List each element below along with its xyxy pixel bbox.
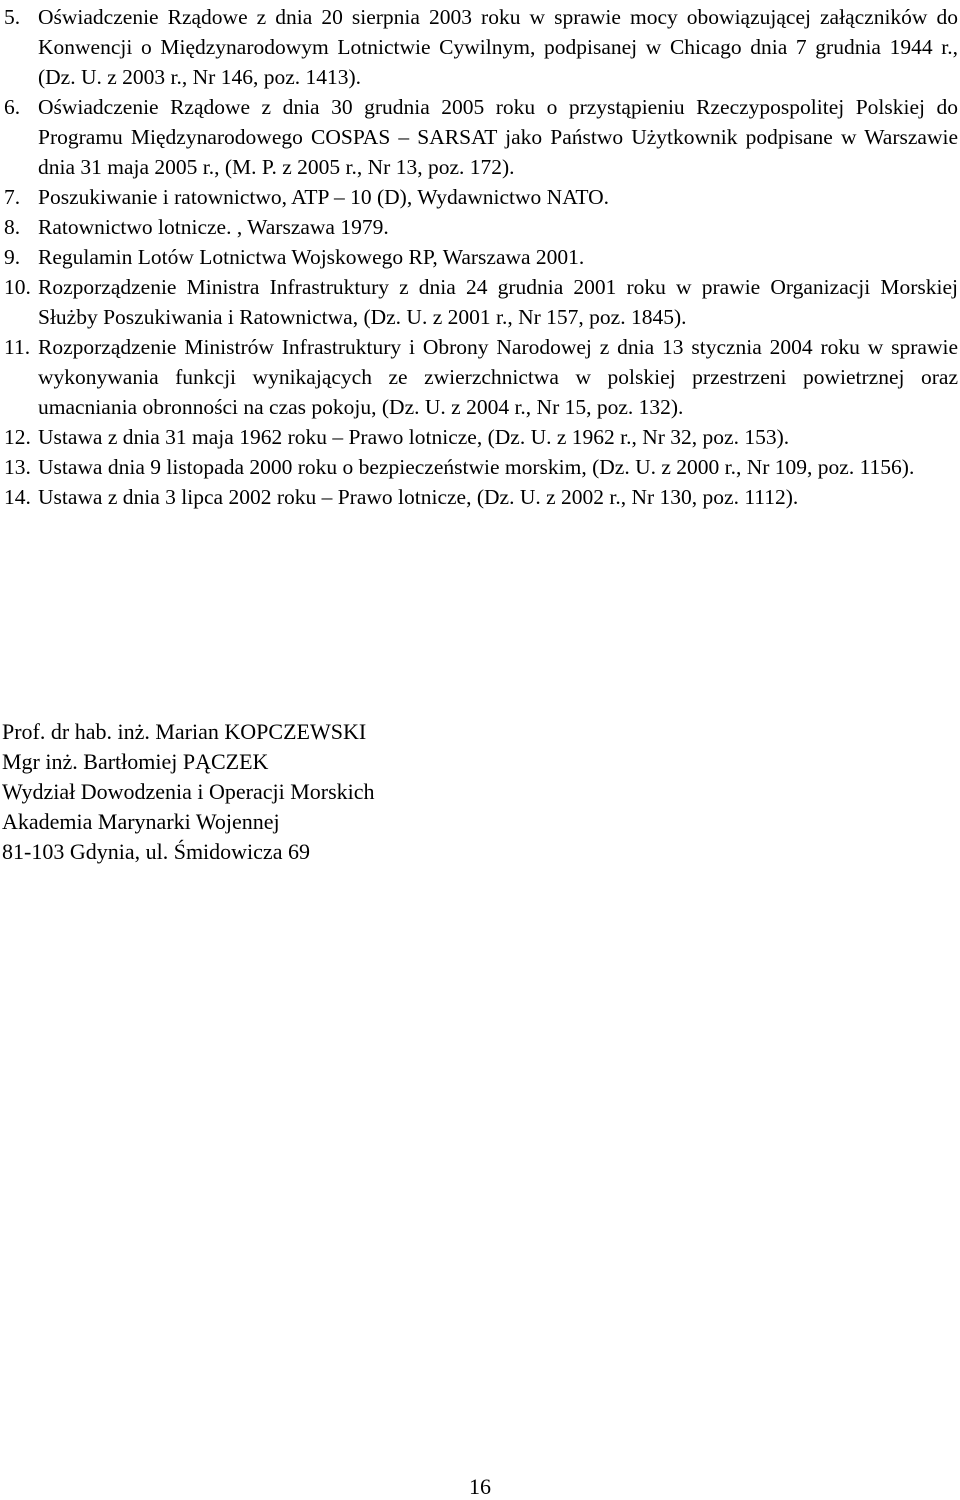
reference-item (4, 482, 958, 512)
reference-number: 7. (4, 185, 21, 209)
reference-item (4, 212, 958, 242)
reference-list (4, 2, 958, 512)
reference-item (4, 2, 958, 92)
reference-text: Poszukiwanie i ratownictwo, ATP – 10 (D), Wydawnictwo NATO. (38, 185, 609, 209)
reference-item (4, 272, 958, 332)
reference-text: Ratownictwo lotnicze. , Warszawa 1979. (38, 215, 389, 239)
reference-text: Rozporządzenie Ministra Infrastruktury z dnia 24 grudnia 2001 roku w prawie Organizacji Morskiej Służby Poszukiwania i Ratownictwa, (Dz. U. z 2001 r., Nr 157, poz. 1845). (38, 275, 958, 329)
reference-number: 11. (4, 335, 31, 359)
reference-item (4, 182, 958, 212)
author-signature-block (2, 717, 375, 867)
reference-text: Regulamin Lotów Lotnictwa Wojskowego RP, Warszawa 2001. (38, 245, 585, 269)
author-address: 81-103 Gdynia, ul. Śmidowicza 69 (2, 839, 310, 864)
reference-item (4, 242, 958, 272)
reference-number: 14. (4, 485, 31, 509)
reference-text: Ustawa z dnia 31 maja 1962 roku – Prawo lotnicze, (Dz. U. z 1962 r., Nr 32, poz. 153). (38, 425, 790, 449)
reference-number: 8. (4, 215, 21, 239)
author-institution: Akademia Marynarki Wojennej (2, 809, 280, 834)
reference-text: Rozporządzenie Ministrów Infrastruktury i Obrony Narodowej z dnia 13 stycznia 2004 roku w sprawie wykonywania funkcji wynikających ze zwierzchnictwa w polskiej przestrzeni powietrznej oraz umacniania obronności na czas pokoju, (Dz. U. z 2004 r., Nr 15, poz. 132). (38, 335, 958, 419)
reference-text: Ustawa dnia 9 listopada 2000 roku o bezpieczeństwie morskim, (Dz. U. z 2000 r., Nr 109, poz. 1156). (38, 455, 915, 479)
author-department: Wydział Dowodzenia i Operacji Morskich (2, 779, 375, 804)
author-name-secondary: Mgr inż. Bartłomiej PĄCZEK (2, 749, 269, 774)
reference-number: 12. (4, 425, 31, 449)
reference-text: Oświadczenie Rządowe z dnia 20 sierpnia 2003 roku w sprawie mocy obowiązującej załączników do Konwencji o Międzynarodowym Lotnictwie Cywilnym, podpisanej w Chicago dnia 7 grudnia 1944 r., (Dz. U. z 2003 r., Nr 146, poz. 1413). (38, 5, 958, 89)
reference-number: 5. (4, 5, 21, 29)
reference-item (4, 92, 958, 182)
reference-number: 6. (4, 95, 21, 119)
reference-number: 13. (4, 455, 31, 479)
reference-text: Oświadczenie Rządowe z dnia 30 grudnia 2005 roku o przystąpieniu Rzeczypospolitej Polskiej do Programu Międzynarodowego COSPAS – SARSAT jako Państwo Użytkownik podpisane w Warszawie dnia 31 maja 2005 r., (M. P. z 2005 r., Nr 13, poz. 172). (38, 95, 958, 179)
reference-item (4, 332, 958, 422)
page-number: 16 (469, 1474, 491, 1499)
reference-number: 9. (4, 245, 21, 269)
author-name-primary: Prof. dr hab. inż. Marian KOPCZEWSKI (2, 719, 367, 744)
reference-item (4, 452, 958, 482)
reference-item (4, 422, 958, 452)
reference-number: 10. (4, 275, 31, 299)
reference-text: Ustawa z dnia 3 lipca 2002 roku – Prawo lotnicze, (Dz. U. z 2002 r., Nr 130, poz. 1112). (38, 485, 799, 509)
